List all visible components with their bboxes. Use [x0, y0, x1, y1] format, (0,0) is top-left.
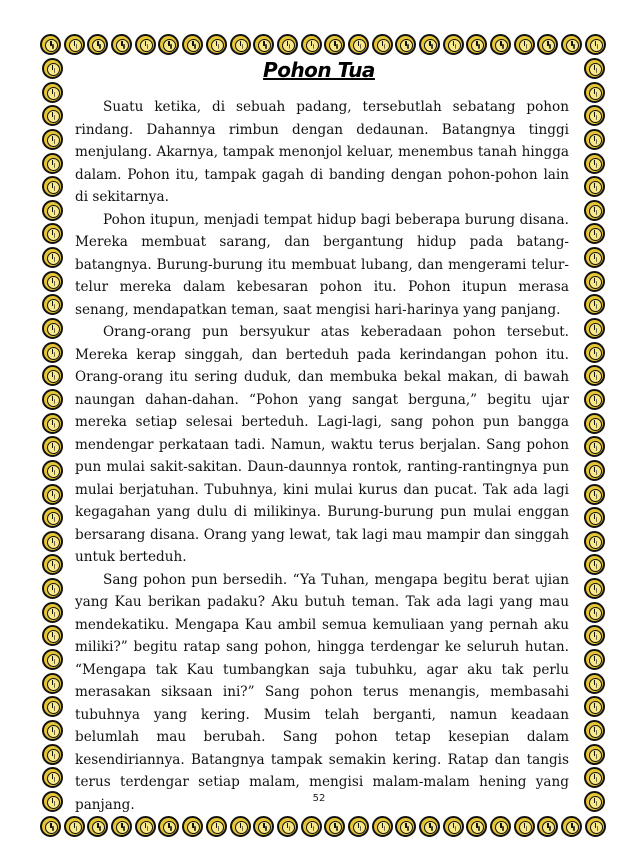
ornamental-clock-icon	[584, 696, 605, 717]
page-title: Pohon Tua	[263, 58, 375, 82]
ornamental-clock-icon	[584, 460, 605, 481]
paragraph: Pohon itupun, menjadi tempat hidup bagi beberapa burung disana. Mereka membuat sarang, dan bergantung hidup pada batang-batangnya. Burung-burung itu membuat lubang, dan mengerami telur-telur mereka dalam kebesaran pohon itu. Pohon itupun merasa senang, mendapatkan teman, saat mengisi hari-harinya yang panjang.	[75, 211, 569, 318]
page-number: 52	[312, 793, 326, 804]
ornamental-clock-icon	[135, 816, 156, 837]
border-top	[40, 32, 606, 56]
ornamental-clock-icon	[584, 625, 605, 646]
ornamental-clock-icon	[490, 34, 511, 55]
paragraph: Sang pohon pun bersedih. “Ya Tuhan, mengapa begitu berat ujian yang Kau berikan padaku? Aku butuh teman. Tak ada lagi yang mau mendekatiku. Mengapa Kau ambil semua kemuliaan yang pernah aku miliki?” begitu ratap sang pohon, hingga terdengar ke seluruh hutan. “Mengapa tak Kau tumbangkan saja tubuhku, agar aku tak perlu merasakan siksaan ini?” Sang pohon terus menangis, membasahi tubuhnya yang kering. Musim telah berganti, namun keadaan belumlah mau berubah. Sang pohon tetap kesepian dalam kesendiriannya. Batangnya tampak semakin kering. Ratap dan tangis terus terdengar setiap malam, mengisi malam-malam hening yang panjang.	[75, 571, 569, 813]
ornamental-clock-icon	[42, 744, 63, 765]
ornamental-clock-icon	[111, 34, 132, 55]
ornamental-clock-icon	[584, 176, 605, 197]
ornamental-clock-icon	[584, 578, 605, 599]
ornamental-clock-icon	[584, 507, 605, 528]
ornamental-clock-icon	[584, 531, 605, 552]
ornamental-clock-icon	[584, 484, 605, 505]
ornamental-clock-icon	[277, 34, 298, 55]
ornamental-clock-icon	[490, 816, 511, 837]
ornamental-clock-icon	[419, 34, 440, 55]
ornamental-clock-icon	[584, 82, 605, 103]
ornamental-clock-icon	[182, 34, 203, 55]
ornamental-clock-icon	[584, 413, 605, 434]
ornamental-clock-icon	[42, 129, 63, 150]
ornamental-clock-icon	[561, 816, 582, 837]
ornamental-clock-icon	[584, 129, 605, 150]
ornamental-clock-icon	[443, 816, 464, 837]
ornamental-clock-icon	[584, 223, 605, 244]
ornamental-clock-icon	[537, 34, 558, 55]
ornamental-clock-icon	[584, 673, 605, 694]
ornamental-clock-icon	[230, 816, 251, 837]
paragraph: Orang-orang pun bersyukur atas keberadaan pohon tersebut. Mereka kerap singgah, dan berteduh pada kerindangan pohon itu. Orang-orang itu sering duduk, dan membuka bekal makan, di bawah naungan dahan-dahan. “Pohon yang sangat berguna,” begitu ujar mereka setiap selesai berteduh. Lagi-lagi, sang pohon pun bangga mendengar perkataan tadi. Namun, waktu terus berjalan. Sang pohon pun mulai sakit-sakitan. Daun-daunnya rontok, ranting-rantingnya pun mulai berjatuhan. Tubuhnya, kini mulai kurus dan pucat. Tak ada lagi kegagahan yang dulu di milikinya. Burung-burung pun mulai enggan bersarang disana. Orang yang lewat, tak lagi mau mampir dan singgah untuk berteduh.	[75, 324, 569, 565]
ornamental-clock-icon	[64, 816, 85, 837]
ornamental-clock-icon	[42, 625, 63, 646]
ornamental-clock-icon	[372, 34, 393, 55]
ornamental-clock-icon	[42, 554, 63, 575]
ornamental-clock-icon	[42, 507, 63, 528]
ornamental-clock-icon	[277, 816, 298, 837]
ornamental-clock-icon	[42, 720, 63, 741]
ornamental-clock-icon	[253, 816, 274, 837]
ornamental-clock-icon	[584, 342, 605, 363]
ornamental-clock-icon	[40, 34, 61, 55]
ornamental-clock-icon	[443, 34, 464, 55]
ornamental-clock-icon	[584, 294, 605, 315]
ornamental-clock-icon	[466, 816, 487, 837]
ornamental-clock-icon	[324, 816, 345, 837]
ornamental-clock-icon	[514, 816, 535, 837]
ornamental-clock-icon	[42, 767, 63, 788]
ornamental-clock-icon	[419, 816, 440, 837]
ornamental-clock-icon	[42, 82, 63, 103]
ornamental-clock-icon	[158, 816, 179, 837]
ornamental-clock-icon	[158, 34, 179, 55]
ornamental-clock-icon	[42, 578, 63, 599]
ornamental-clock-icon	[42, 271, 63, 292]
ornamental-clock-icon	[348, 34, 369, 55]
ornamental-clock-icon	[584, 720, 605, 741]
ornamental-clock-icon	[585, 34, 606, 55]
ornamental-clock-icon	[40, 816, 61, 837]
ornamental-clock-icon	[584, 744, 605, 765]
ornamental-clock-icon	[301, 34, 322, 55]
ornamental-clock-icon	[348, 816, 369, 837]
ornamental-clock-icon	[42, 602, 63, 623]
ornamental-clock-icon	[584, 318, 605, 339]
ornamental-clock-icon	[372, 816, 393, 837]
ornamental-clock-icon	[324, 34, 345, 55]
ornamental-clock-icon	[87, 34, 108, 55]
ornamental-clock-icon	[42, 153, 63, 174]
ornamental-clock-icon	[514, 34, 535, 55]
ornamental-clock-icon	[206, 816, 227, 837]
ornamental-clock-icon	[585, 816, 606, 837]
ornamental-clock-icon	[584, 200, 605, 221]
border-right	[582, 58, 606, 812]
ornamental-clock-icon	[182, 816, 203, 837]
ornamental-clock-icon	[584, 602, 605, 623]
ornamental-clock-icon	[584, 767, 605, 788]
ornamental-clock-icon	[395, 816, 416, 837]
ornamental-clock-icon	[584, 105, 605, 126]
story-body	[75, 96, 569, 816]
ornamental-clock-icon	[253, 34, 274, 55]
ornamental-clock-icon	[230, 34, 251, 55]
ornamental-clock-icon	[42, 413, 63, 434]
ornamental-clock-icon	[584, 271, 605, 292]
ornamental-clock-icon	[64, 34, 85, 55]
border-bottom	[40, 814, 606, 838]
ornamental-clock-icon	[42, 318, 63, 339]
ornamental-clock-icon	[561, 34, 582, 55]
ornamental-clock-icon	[537, 816, 558, 837]
ornamental-clock-icon	[42, 696, 63, 717]
ornamental-clock-icon	[42, 247, 63, 268]
border-left	[40, 58, 64, 812]
ornamental-clock-icon	[584, 365, 605, 386]
ornamental-clock-icon	[42, 531, 63, 552]
ornamental-clock-icon	[584, 389, 605, 410]
ornamental-clock-icon	[584, 153, 605, 174]
ornamental-clock-icon	[111, 816, 132, 837]
ornamental-clock-icon	[301, 816, 322, 837]
ornamental-clock-icon	[42, 365, 63, 386]
ornamental-clock-icon	[42, 223, 63, 244]
ornamental-clock-icon	[206, 34, 227, 55]
ornamental-clock-icon	[42, 176, 63, 197]
ornamental-clock-icon	[42, 436, 63, 457]
ornamental-clock-icon	[584, 649, 605, 670]
ornamental-clock-icon	[466, 34, 487, 55]
ornamental-clock-icon	[42, 389, 63, 410]
ornamental-clock-icon	[87, 816, 108, 837]
ornamental-clock-icon	[42, 673, 63, 694]
ornamental-clock-icon	[42, 200, 63, 221]
ornamental-clock-icon	[584, 436, 605, 457]
paragraph: Suatu ketika, di sebuah padang, tersebutlah sebatang pohon rindang. Dahannya rimbun dengan dedaunan. Batangnya tinggi menjulang. Akarnya, tampak menonjol keluar, menembus tanah hingga dalam. Pohon itu, tampak gagah di banding dengan pohon-pohon lain di sekitarnya.	[75, 99, 569, 205]
ornamental-clock-icon	[42, 342, 63, 363]
ornamental-clock-icon	[584, 554, 605, 575]
ornamental-clock-icon	[135, 34, 156, 55]
ornamental-clock-icon	[42, 294, 63, 315]
ornamental-clock-icon	[584, 247, 605, 268]
ornamental-clock-icon	[42, 460, 63, 481]
ornamental-clock-icon	[42, 649, 63, 670]
ornamental-clock-icon	[42, 105, 63, 126]
ornamental-clock-icon	[42, 484, 63, 505]
ornamental-clock-icon	[395, 34, 416, 55]
